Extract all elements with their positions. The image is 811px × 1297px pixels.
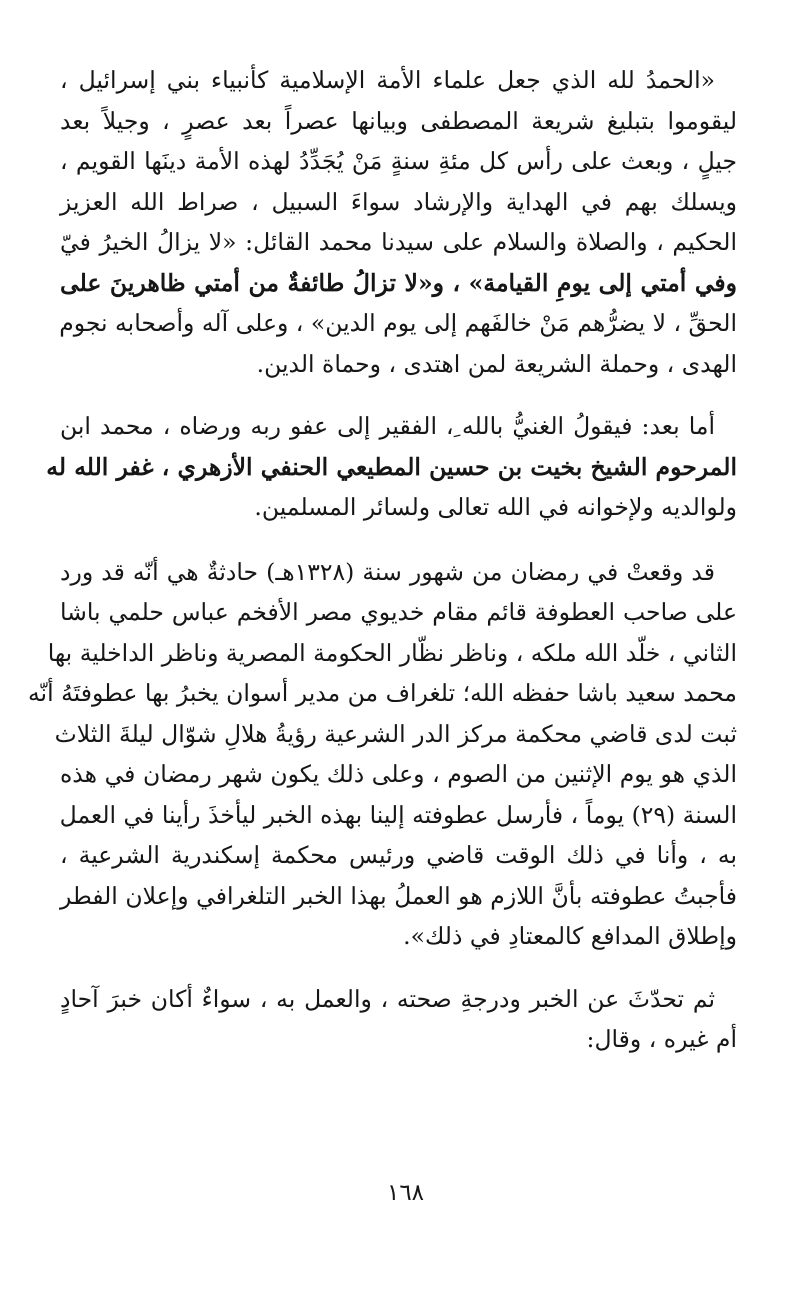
text-line: ليقوموا بتبليغ شريعة المصطفى وبيانها عصراً بعد عصرٍ ، وجيلاً بعد: [60, 106, 737, 135]
text-line: أم غيره ، وقال:: [586, 1025, 737, 1053]
text-line: على صاحب العطوفة قائم مقام خديوي مصر الأفخم عباس حلمي باشا: [60, 598, 737, 626]
text-line: محمد سعيد باشا حفظه الله؛ تلغراف من مدير أسوان يخبرُ بها عطوفتَهُ أنّه: [27, 679, 737, 707]
text-line: ثبت لدى قاضي محكمة مركز الدر الشرعية رؤيةُ هلالِ شوّال ليلةَ الثلاث: [54, 719, 737, 748]
text-line: وإطلاق المدافع كالمعتادِ في ذلك».: [403, 922, 737, 950]
text-line: ويسلك بهم في الهداية والإرشاد سواءَ السبيل ، صراط الله العزيز: [60, 187, 737, 216]
text-line: قد وقعتْ في رمضان من شهور سنة (١٣٢٨هـ) حادثةٌ هي أنّه قد ورد: [60, 557, 715, 586]
text-line: به ، وأنا في ذلك الوقت قاضي ورئيس محكمة إسكندرية الشرعية ،: [60, 841, 737, 869]
text-line: ولوالديه ولإخوانه في الله تعالى ولسائر المسلمين.: [254, 493, 737, 521]
paragraph-closing: [60, 979, 737, 1060]
text-line: فأجبتُ عطوفته بأنَّ اللازم هو العملُ بهذا الخبر التلغرافي وإعلان الفطر: [60, 881, 737, 910]
page-number: ١٦٨: [386, 1180, 425, 1206]
text-line: الحكيم ، والصلاة والسلام على سيدنا محمد القائل: «لا يزالُ الخيرُ فيّ: [60, 228, 737, 256]
text-line: السنة (٢٩) يوماً ، فأرسل عطوفته إلينا بهذه الخبر ليأخذَ رأينا في العمل: [59, 800, 737, 829]
paragraph-amma-baad: [46, 406, 737, 528]
page-body: [27, 60, 737, 1297]
text-line: الثاني ، خلّد الله ملكه ، وناظر نظّار الحكومة المصرية وناظر الداخلية بها: [47, 638, 737, 667]
text-line: أما بعد: فيقولُ الغنيُّ بالله ِ، الفقير إلى عفو ربه ورضاه ، محمد ابن: [60, 412, 715, 440]
text-line: ثم تحدّثَ عن الخبر ودرجةِ صحته ، والعمل به ، سواءٌ أكان خبرَ آحادٍ: [60, 984, 715, 1013]
text-line: الحقِّ ، لا يضرُّهم مَنْ خالفَهم إلى يوم الدين» ، وعلى آله وأصحابه نجوم: [59, 309, 737, 337]
text-line: الذي هو يوم الإثنين من الصوم ، وعلى ذلك يكون شهر رمضان في هذه: [60, 760, 737, 788]
text-line: جيلٍ ، وبعث على رأس كل مئةِ سنةٍ مَنْ يُجَدِّدُ لهذه الأمة دينَها القويم ،: [60, 147, 737, 175]
text-line: الهدى ، وحملة الشريعة لمن اهتدى ، وحماة الدين.: [256, 349, 737, 378]
paragraph-opening: [60, 60, 737, 384]
text-line-bold: المرحوم الشيخ بخيت بن حسين المطيعي الحنفي الأزهري ، غفر الله له: [46, 452, 737, 481]
paragraph-incident: [27, 552, 737, 957]
text-line: «الحمدُ لله الذي جعل علماء الأمة الإسلامية كأنبياء بني إسرائيل ،: [60, 66, 715, 94]
text-line-bold: وفي أمتي إلى يومِ القيامة» ، و«لا تزالُ طائفةٌ من أمتي ظاهرينَ على: [60, 268, 737, 297]
